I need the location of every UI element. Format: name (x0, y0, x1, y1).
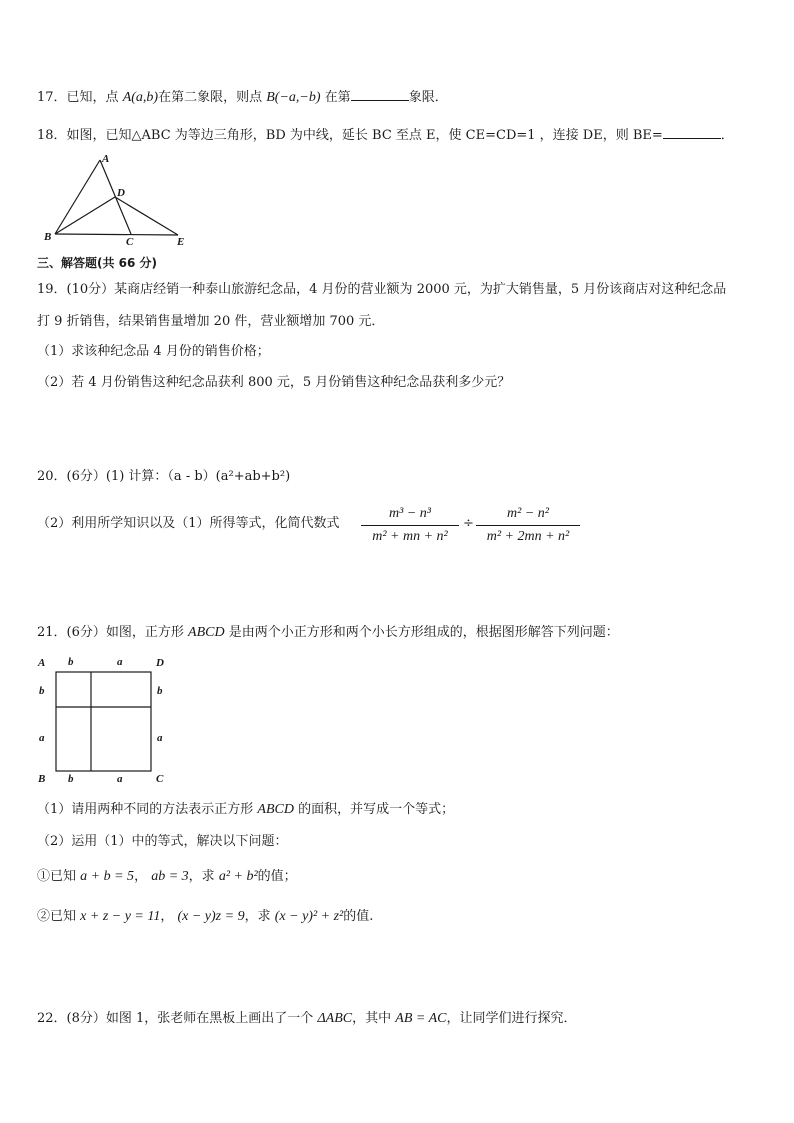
q22-triangle: ΔABC (317, 1011, 353, 1026)
q22-text-2: ，其中 (352, 1011, 392, 1026)
q21-case-1-expr-2: ab = 3 (151, 869, 189, 884)
q21-case-1: ①已知 a + b = 5， ab = 3，求 a² + b²的值； (37, 869, 297, 884)
q18-triangle-figure (38, 154, 198, 246)
q21-case-1-text-3: 的值； (257, 869, 297, 884)
right-label-b: b (157, 685, 163, 697)
q19-line-1: 19．(10分）某商店经销一种泰山旅游纪念品，4 月份的营业额为 2000 元，为扩大销售量，5 月份该商店对这种纪念品 (37, 282, 727, 297)
q17-point-a: A(a,b) (122, 90, 159, 105)
q21-case-2-expr-3: (x − y)² + z² (274, 909, 344, 924)
left-label-a: a (39, 732, 45, 744)
label-e: E (177, 236, 185, 246)
q21-case-1-expr-1: a + b = 5 (80, 869, 135, 884)
left-label-b: b (39, 685, 45, 697)
label-c: C (126, 236, 134, 246)
q17-line (37, 88, 448, 107)
q17-text-3: 在第 (324, 90, 351, 105)
q17-text-4: 象限． (408, 90, 448, 105)
q17-text-2: 在第二象限，则点 (158, 90, 263, 105)
q20-fraction-1-numerator: m³ − n³ (389, 506, 431, 521)
q22-equality: AB = AC (395, 1011, 447, 1026)
q21-text-1: 21．(6分）如图，正方形 (37, 625, 184, 640)
segment-bd (55, 197, 115, 234)
q21-square-figure (36, 652, 176, 782)
q21-case-2: ②已知 x + z − y = 11， (x − y)z = 9，求 (x − y)² + z²的值. (37, 909, 374, 924)
q20-fraction-1-denominator: m² + mn + n² (372, 529, 448, 544)
top-label-b: b (68, 656, 74, 668)
label-d: D (117, 187, 125, 199)
side-be (55, 234, 178, 235)
q18-text: 18．如图，已知△ABC 为等边三角形，BD 为中线，延长 BC 至点 E，使 CE=CD=1 ，连接 DE，则 BE= (37, 128, 663, 143)
q17-text-1: 已知，点 (66, 90, 119, 105)
right-label-a: a (157, 732, 163, 744)
q20-line-1: 20．(6分）(1) 计算：（a - b）(a²+ab+b²) (37, 469, 291, 484)
q21-case-1-expr-3: a² + b² (218, 869, 258, 884)
q21-case-2-text-3: 的值. (343, 909, 374, 924)
segment-de (115, 197, 178, 235)
q18-end: ． (720, 128, 734, 143)
q22-line (37, 1010, 576, 1028)
q21-sub-1-text-1: （1）请用两种不同的方法表示正方形 (37, 802, 254, 817)
corner-d: D (156, 657, 164, 669)
q21-case-1-text-2: ，求 (188, 869, 215, 884)
q17-answer-blank[interactable] (351, 88, 409, 101)
q21-text-2: 是由两个小正方形和两个小长方形组成的，根据图形解答下列问题： (228, 625, 619, 640)
corner-c: C (156, 773, 164, 782)
q20-fraction-2-denominator: m² + 2mn + n² (486, 529, 570, 544)
q20-division-sign: ÷ (463, 516, 474, 531)
q21-case-2-text-2: ，求 (244, 909, 271, 924)
section-3-heading: 三、解答题(共 66 分) (37, 256, 158, 270)
label-a: A (102, 154, 110, 165)
q20-fraction-1-bar (361, 525, 459, 526)
q18-line (37, 126, 734, 145)
q20-fraction-2 (476, 505, 580, 546)
q21-sub-1 (37, 801, 454, 819)
q20-fraction-2-numerator: m² − n² (507, 506, 549, 521)
q21-case-2-text-1: ②已知 (37, 909, 77, 924)
q21-case-1-text-1: ①已知 (37, 869, 77, 884)
q21-sub-1-text-2: 的面积，并写成一个等式； (298, 802, 455, 817)
q20-line-2: （2）利用所学知识以及（1）所得等式，化简代数式 (37, 516, 340, 531)
label-b: B (44, 231, 52, 243)
q20-fraction-2-bar (476, 525, 580, 526)
bottom-label-b: b (68, 773, 74, 782)
q21-case-2-expr-2: (x − y)z = 9 (177, 909, 245, 924)
q21-case-2-expr-1: x + z − y = 11 (80, 909, 161, 924)
q17-number: 17． (37, 90, 67, 105)
corner-a: A (38, 657, 46, 669)
q21-sub-1-abcd: ABCD (257, 802, 294, 817)
q20-fraction-1 (361, 505, 459, 546)
q19-sub-1: （1）求该种纪念品 4 月份的销售价格； (37, 344, 270, 359)
q17-point-b: B(−a,−b) (266, 90, 321, 105)
corner-b: B (38, 773, 46, 782)
bottom-label-a: a (117, 773, 123, 782)
q19-sub-2: （2）若 4 月份销售这种纪念品获利 800 元，5 月份销售这种纪念品获利多少元？ (37, 375, 511, 390)
q18-answer-blank[interactable] (663, 126, 721, 139)
q21-square-abcd: ABCD (188, 625, 225, 640)
top-label-a: a (117, 656, 123, 668)
q22-text-1: 22．(8分）如图 1，张老师在黑板上画出了一个 (37, 1011, 314, 1026)
q22-text-3: ，让同学们进行探究． (446, 1011, 577, 1026)
q19-line-2: 打 9 折销售，结果销售量增加 20 件，营业额增加 700 元． (37, 314, 385, 329)
outer-square (56, 672, 151, 771)
q21-line-1 (37, 624, 619, 642)
q21-sub-2: （2）运用（1）中的等式，解决以下问题： (37, 834, 288, 849)
side-ab (55, 160, 100, 234)
